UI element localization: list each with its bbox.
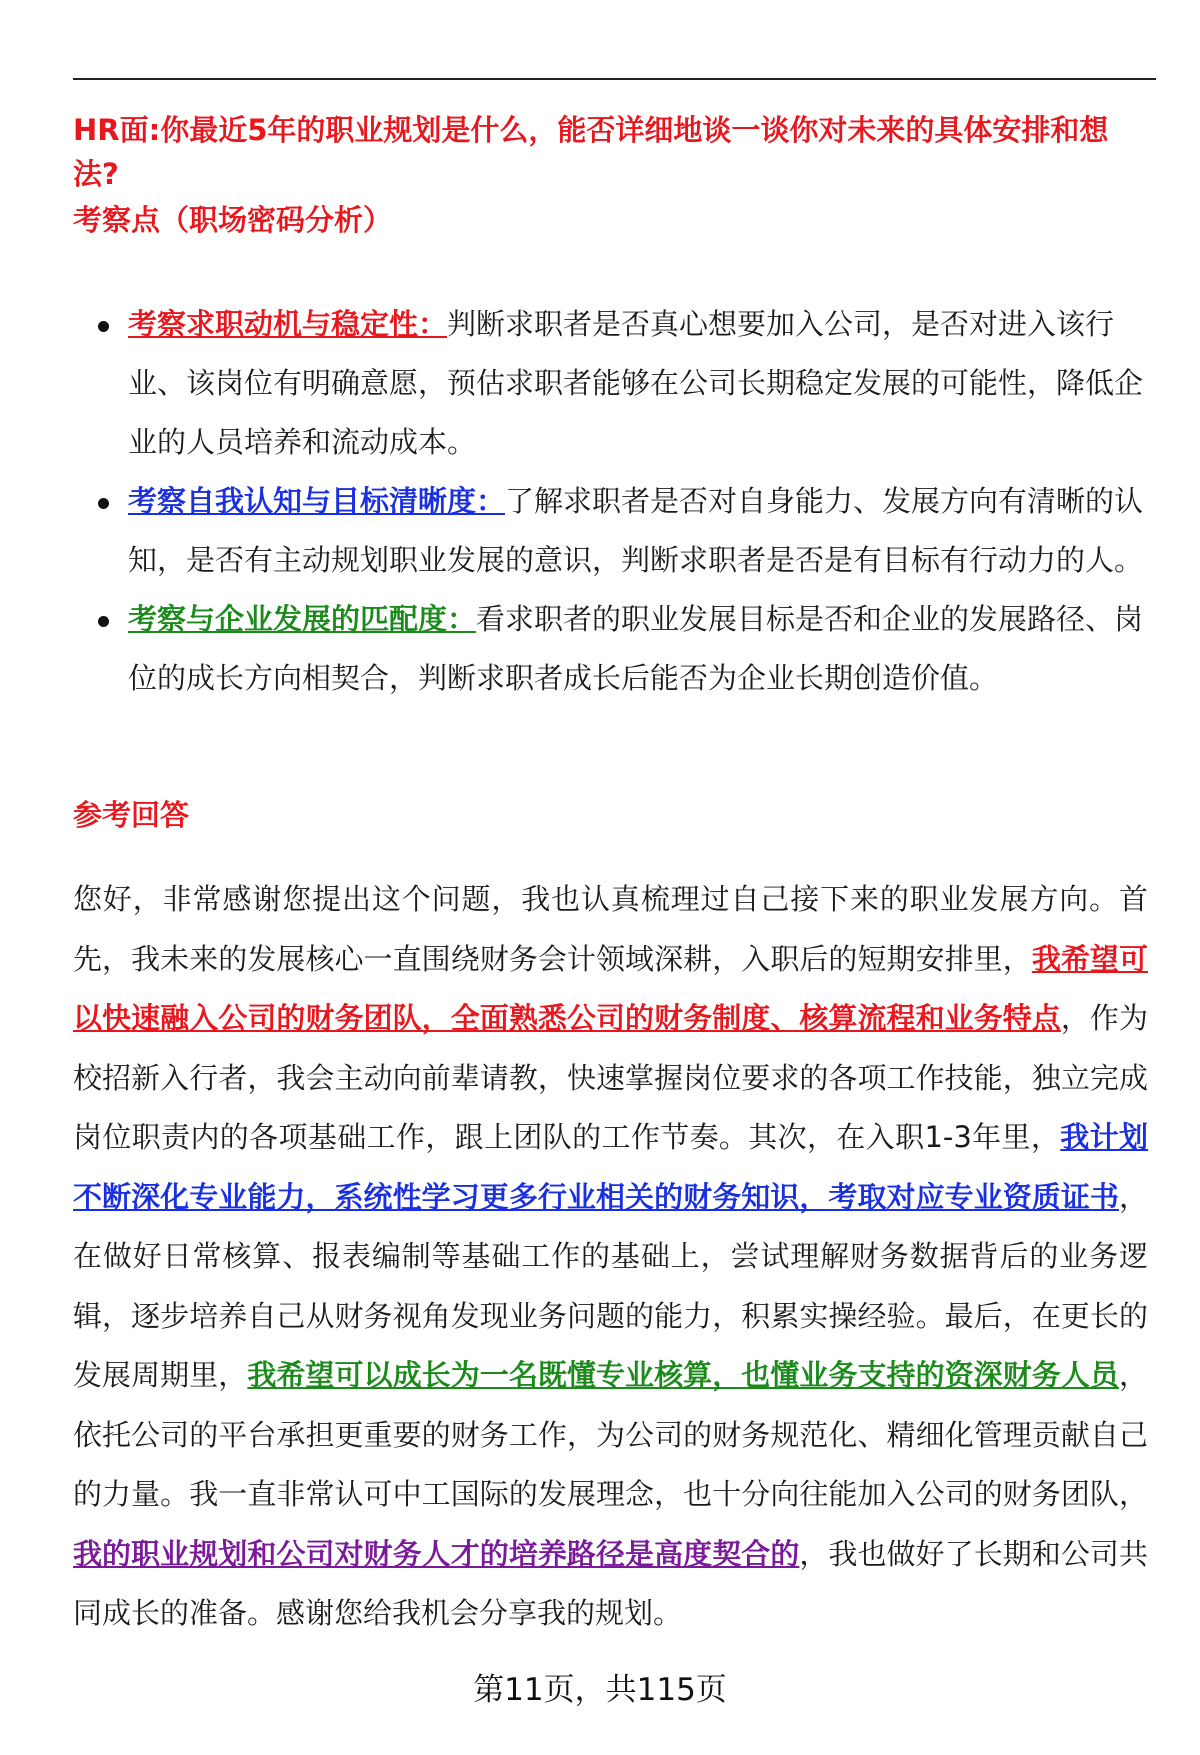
page-number: 第11页，共115页	[473, 1672, 727, 1708]
answer-paragraph	[73, 870, 1148, 1644]
answer-highlight-red: 我希望可以快速融入公司的财务团队，全面熟悉公司的财务制度、核算流程和业务特点	[73, 941, 1148, 1035]
point-label: 考察与企业发展的匹配度：	[128, 602, 477, 636]
point-text: 了解求职者是否对自身能力、发展方向有清晰的认知，是否有主动规划职业发展的意识，判断求职者是否是有目标有行动力的人。	[128, 484, 1144, 577]
answer-highlight-purple: 我的职业规划和公司对财务人才的培养路径是高度契合的	[73, 1536, 800, 1571]
points-list	[73, 295, 1148, 708]
section-title-points: 考察点（职场密码分析）	[73, 203, 393, 237]
section-title-answer: 参考回答	[73, 798, 190, 832]
point-label: 考察求职动机与稳定性：	[128, 307, 448, 341]
bullet-icon	[98, 498, 109, 509]
answer-highlight-blue: 我计划不断深化专业能力，系统性学习更多行业相关的财务知识，考取对应专业资质证书	[73, 1120, 1148, 1214]
answer-text: ，作为校招新入行者，我会主动向前辈请教，快速掌握岗位要求的各项工作技能，独立完成岗位职责内的各项基础工作，跟上团队的工作节奏。其次，在入职1-3年里，	[73, 1001, 1148, 1154]
answer-text: ，我也做好了长期和公司共同成长的准备。感谢您给我机会分享我的规划。	[73, 1536, 1148, 1630]
answer-highlight-green: 我希望可以成长为一名既懂专业核算，也懂业务支持的资深财务人员	[247, 1358, 1119, 1392]
list-item	[73, 472, 1148, 590]
bullet-icon	[98, 321, 109, 332]
point-label: 考察自我认知与目标清晰度：	[128, 484, 506, 518]
list-item	[73, 295, 1148, 472]
list-item	[73, 590, 1148, 708]
point-text: 判断求职者是否真心想要加入公司，是否对进入该行业、该岗位有明确意愿，预估求职者能够在公司长期稳定发展的可能性，降低企业的人员培养和流动成本。	[128, 307, 1144, 459]
answer-text: 您好，非常感谢您提出这个问题，我也认真梳理过自己接下来的职业发展方向。首先，我未来的发展核心一直围绕财务会计领域深耕，入职后的短期安排里，	[73, 882, 1148, 976]
point-text: 看求职者的职业发展目标是否和企业的发展路径、岗位的成长方向相契合，判断求职者成长后能否为企业长期创造价值。	[128, 602, 1144, 695]
bullet-icon	[98, 616, 109, 627]
top-divider	[73, 78, 1156, 80]
question-heading: HR面:你最近5年的职业规划是什么，能否详细地谈一谈你对未来的具体安排和想法?	[73, 113, 1109, 191]
answer-text: ，依托公司的平台承担更重要的财务工作，为公司的财务规范化、精细化管理贡献自己的力量。我一直非常认可中工国际的发展理念，也十分向往能加入公司的财务团队，	[73, 1358, 1148, 1511]
answer-text: ，在做好日常核算、报表编制等基础工作的基础上，尝试理解财务数据背后的业务逻辑，逐步培养自己从财务视角发现业务问题的能力，积累实操经验。最后，在更长的发展周期里，	[73, 1179, 1148, 1392]
